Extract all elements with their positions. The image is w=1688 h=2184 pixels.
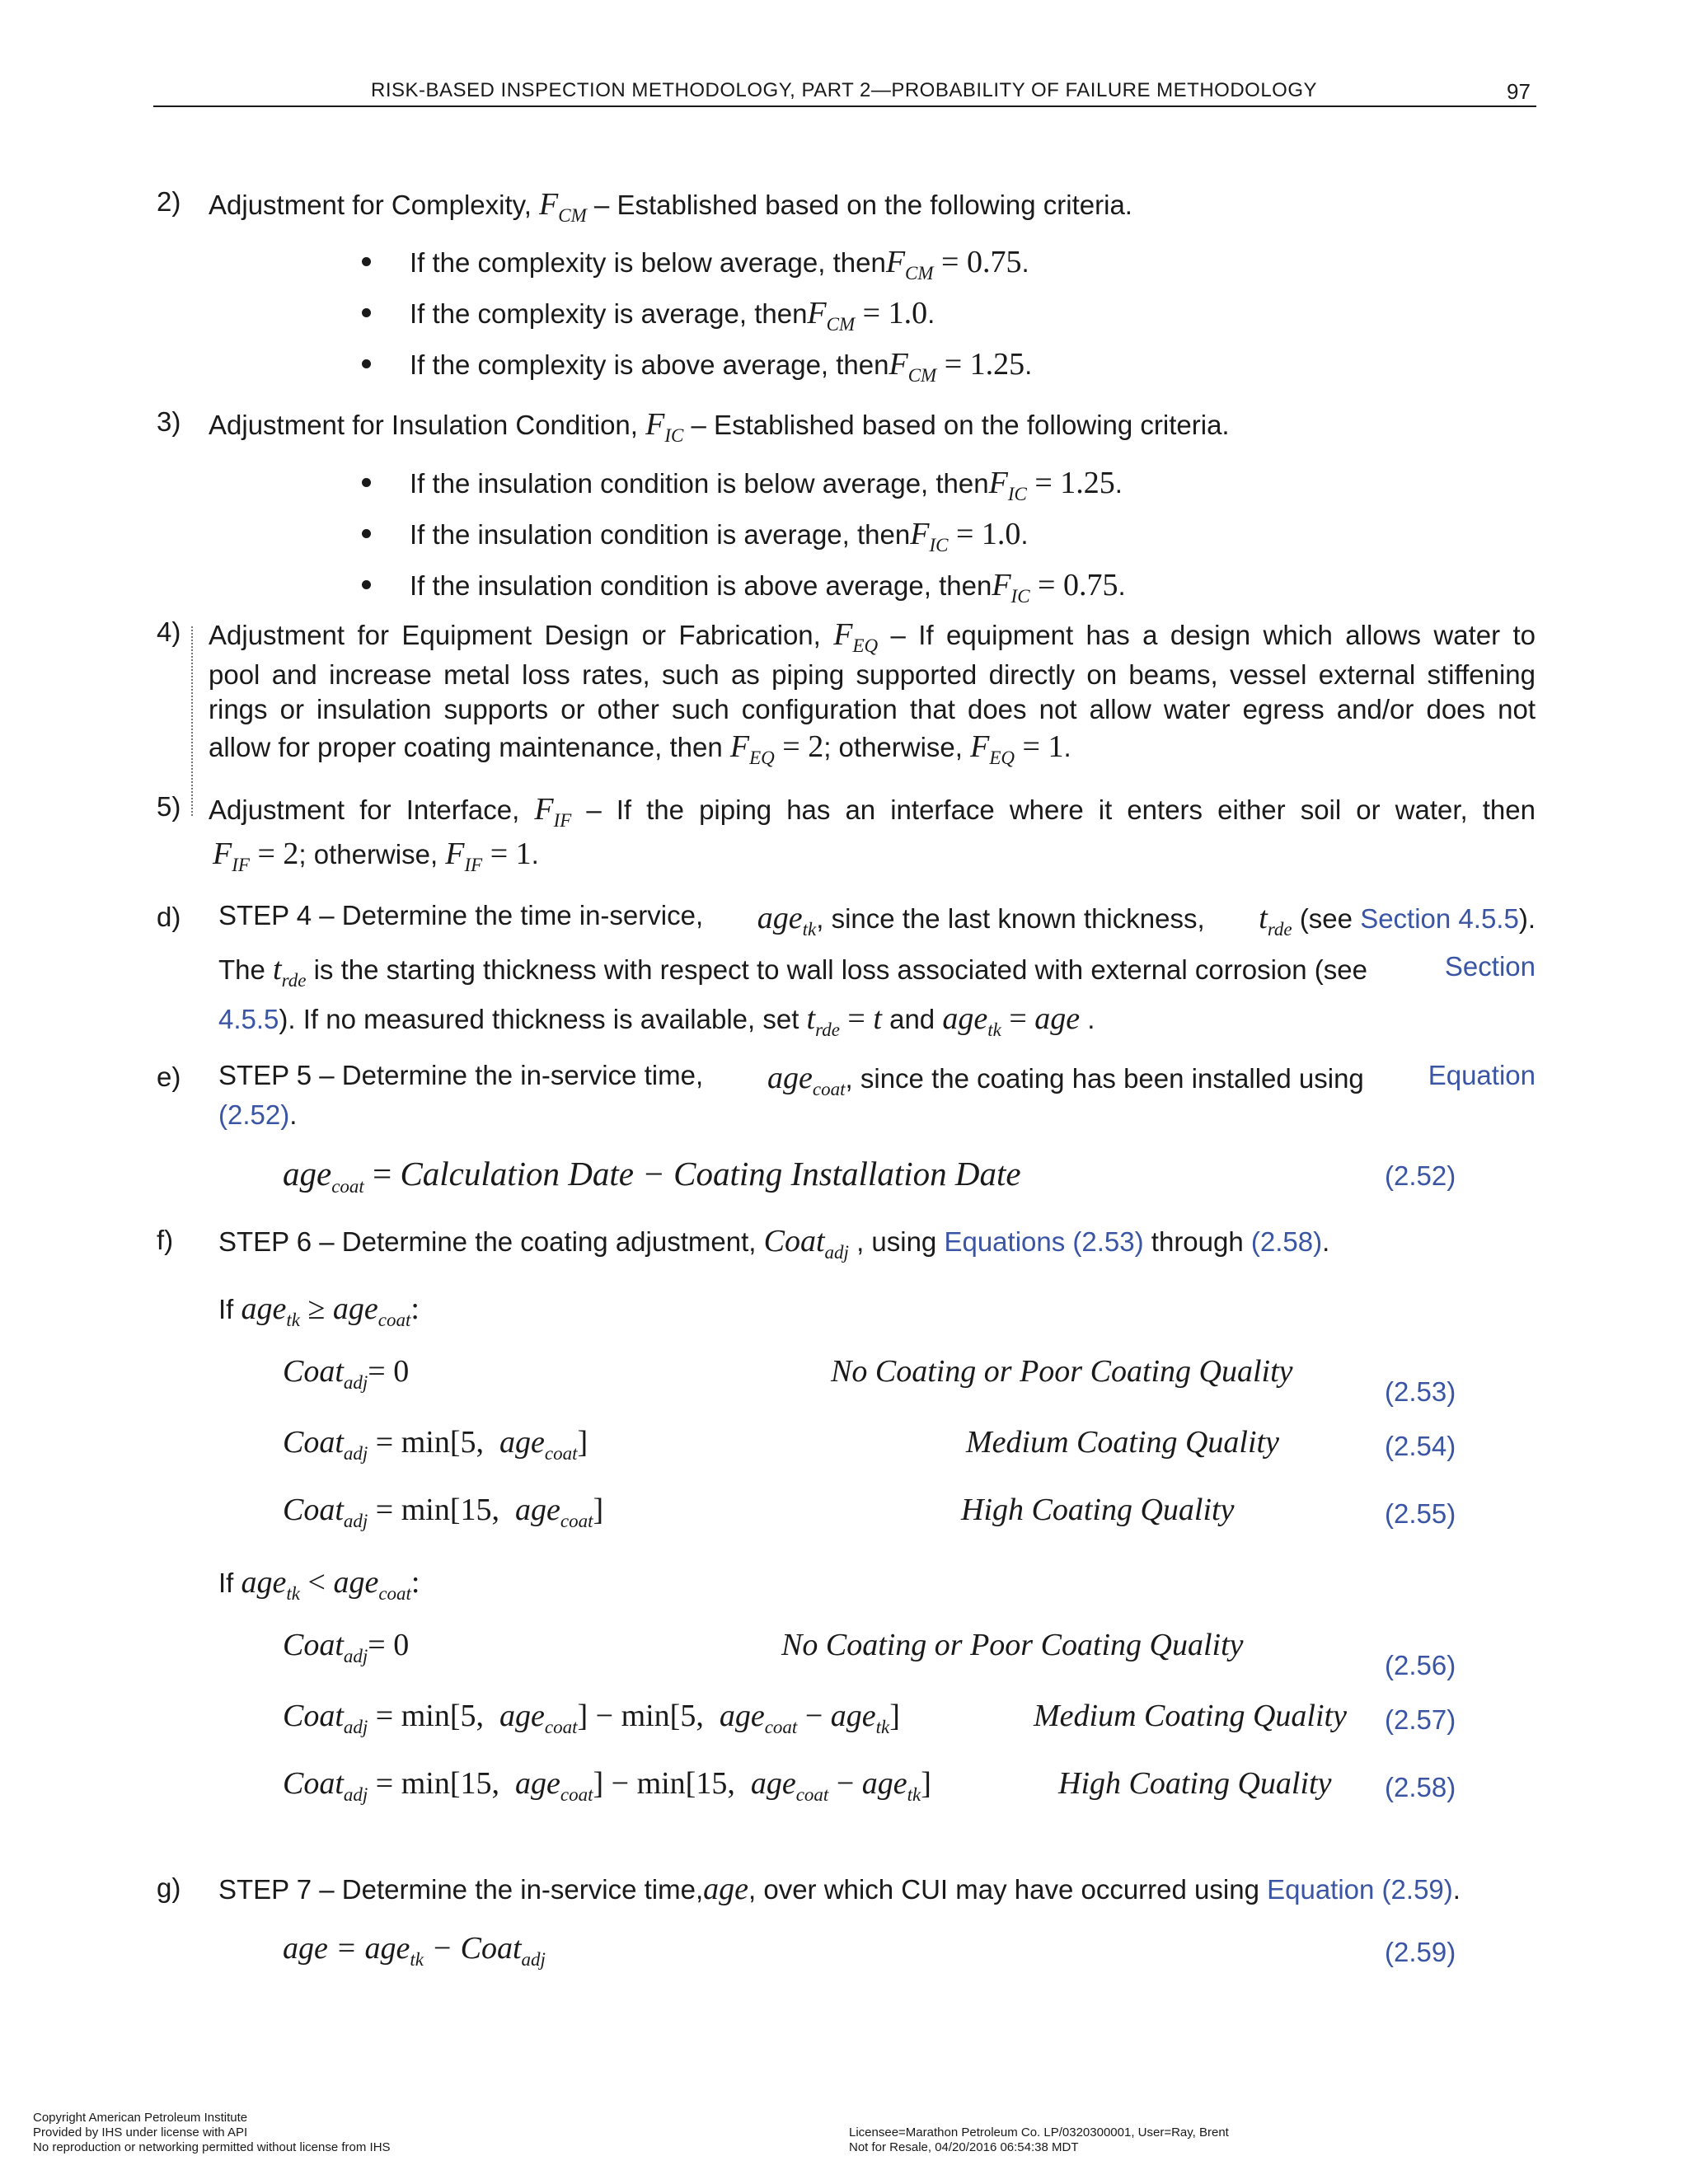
- item-4-line-2: pool and increase metal loss rates, such as piping supported directly on beams, vessel external stiffening: [209, 659, 1536, 690]
- section-link[interactable]: Section 4.5.5: [1360, 903, 1519, 934]
- equation-2-54: Coat$_{adj}$ = min[5, age$_{coat}$]: [283, 1425, 588, 1464]
- equation-number: (2.59): [1385, 1937, 1456, 1967]
- equation-2-54-label: Medium Coating Quality: [966, 1425, 1279, 1460]
- equation-number: (2.55): [1385, 1498, 1456, 1529]
- equation-2-57: Coat$_{adj}$ = min[5, age$_{coat}$] − min[5, age$_{coat}$ − age$_{tk}$]: [283, 1699, 900, 1737]
- revision-mark: [191, 626, 193, 816]
- item-5-line-1: Adjustment for Interface, $F_{IF}$ – If the piping has an interface where it enters either soil or water, then: [209, 792, 1536, 831]
- item-2-bullet-2: If the complexity is average, thenF$_{CM}$ = 1.0.: [410, 296, 935, 335]
- item-5-line-2: $F_{IF} = 2$; otherwise, $F_{IF} = 1$.: [213, 837, 539, 875]
- item-2-bullet-1: If the complexity is below average, thenF$_{CM}$ = 0.75.: [410, 245, 1029, 284]
- section-link-2[interactable]: Section: [1444, 951, 1536, 982]
- bullet: [362, 257, 371, 266]
- step-d-line-2: The $t_{rde}$ is the starting thickness with respect to wall loss associated with external corrosion (see Section: [218, 951, 1536, 991]
- step-e-line-2: (2.52).: [218, 1099, 298, 1130]
- equation-2-58-label: High Coating Quality: [1058, 1766, 1332, 1801]
- equation-2-55: Coat$_{adj}$ = min[15, age$_{coat}$]: [283, 1493, 604, 1531]
- equation-number: (2.54): [1385, 1431, 1456, 1461]
- item-2-rest: – Established based on the following criteria.: [593, 190, 1132, 220]
- item-2-text: Adjustment for Complexity,: [209, 190, 532, 220]
- item-3-bullet-2: If the insulation condition is average, thenF$_{IC}$ = 1.0.: [410, 517, 1029, 555]
- step-f-letter: f): [157, 1225, 174, 1255]
- equation-number: (2.57): [1385, 1704, 1456, 1735]
- equation-2-52: age$_{coat}$ = Calculation Date − Coating Installation Date: [283, 1155, 1021, 1197]
- condition-1: If age$_{tk}$ ≥ age$_{coat}$:: [218, 1291, 420, 1330]
- equation-2-53-label: No Coating or Poor Coating Quality: [831, 1354, 1293, 1389]
- item-2-number: 2): [157, 186, 181, 217]
- equations-link-b[interactable]: (2.58): [1250, 1226, 1323, 1257]
- equation-number: (2.53): [1385, 1376, 1456, 1407]
- step-g-letter: g): [157, 1872, 181, 1903]
- equation-link[interactable]: Equation: [1428, 1060, 1536, 1090]
- item-4-line-3: rings or insulation supports or other such configuration that does not allow water egress and/or does not: [209, 694, 1536, 724]
- bullet: [362, 359, 371, 368]
- condition-2: If age$_{tk}$ < age$_{coat}$:: [218, 1565, 420, 1604]
- step-d-line-1: STEP 4 – Determine the time in-service, age$_{tk}$, since the last known thickness, $t_{rde}$ (see Section 4.5.5).: [218, 900, 1536, 940]
- item-2-bullet-3: If the complexity is above average, thenF$_{CM}$ = 1.25.: [410, 347, 1033, 386]
- equation-2-55-label: High Coating Quality: [961, 1493, 1235, 1527]
- section-link-2b[interactable]: 4.5.5: [218, 1004, 279, 1034]
- item-4-line-1: Adjustment for Equipment Design or Fabrication, $F_{EQ}$ – If equipment has a design which allows water to: [209, 617, 1536, 656]
- item-3-bullet-1: If the insulation condition is below average, thenF$_{IC}$ = 1.25.: [410, 466, 1123, 504]
- item-2-heading: [209, 186, 1132, 227]
- equation-2-56-label: No Coating or Poor Coating Quality: [781, 1628, 1244, 1662]
- step-e-letter: e): [157, 1062, 181, 1092]
- bullet: [362, 478, 371, 487]
- step-e-line-1: STEP 5 – Determine the in-service time, age$_{coat}$, since the coating has been installed using Equation: [218, 1060, 1536, 1099]
- running-header: RISK-BASED INSPECTION METHODOLOGY, PART 2—PROBABILITY OF FAILURE METHODOLOGY: [370, 79, 1318, 101]
- bullet: [362, 529, 371, 538]
- bullet: [362, 580, 371, 589]
- equation-2-56: Coat$_{adj}$= 0: [283, 1628, 410, 1666]
- step-f-line-1: STEP 6 – Determine the coating adjustment, Coat$_{adj}$ , using Equations (2.53) through (2.58).: [218, 1224, 1330, 1263]
- equation-link-2[interactable]: (2.52): [218, 1099, 290, 1130]
- item-5-number: 5): [157, 791, 181, 822]
- item-4-line-4: allow for proper coating maintenance, then $F_{EQ} = 2$; otherwise, $F_{EQ} = 1$.: [209, 729, 1071, 768]
- footer-left: Copyright American Petroleum Institute Provided by IHS under license with API No reproduction or networking permitted without license from IHS: [33, 2111, 391, 2154]
- equation-number: (2.52): [1385, 1160, 1456, 1191]
- step-d-letter: d): [157, 902, 181, 932]
- step-d-line-3: 4.5.5). If no measured thickness is available, set $t_{rde} = t$ and age$_{tk}$ = age .: [218, 1001, 1095, 1040]
- bullet: [362, 308, 371, 317]
- item-2-symbol: $F_{CM}$: [539, 187, 587, 226]
- equation-2-58: Coat$_{adj}$ = min[15, age$_{coat}$] − min[15, age$_{coat}$ − age$_{tk}$]: [283, 1766, 931, 1805]
- header-rule: [153, 105, 1536, 107]
- equation-number: (2.58): [1385, 1772, 1456, 1802]
- equations-link-a[interactable]: Equations (2.53): [944, 1226, 1144, 1257]
- equation-2-53: Coat$_{adj}$= 0: [283, 1354, 410, 1393]
- equation-2-57-label: Medium Coating Quality: [1034, 1699, 1347, 1733]
- footer-right: Licensee=Marathon Petroleum Co. LP/0320300001, User=Ray, Brent Not for Resale, 04/20/2016 06:54:38 MDT: [849, 2125, 1229, 2154]
- item-3-number: 3): [157, 406, 181, 437]
- item-3-heading: Adjustment for Insulation Condition, $F_{IC}$ – Established based on the following criteria.: [209, 407, 1230, 446]
- step-g-line-1: STEP 7 – Determine the in-service time,age, over which CUI may have occurred using Equation (2.59).: [218, 1872, 1461, 1906]
- equation-number: (2.56): [1385, 1650, 1456, 1680]
- item-4-number: 4): [157, 616, 181, 647]
- equation-link-2-59[interactable]: Equation (2.59): [1267, 1874, 1453, 1905]
- item-3-bullet-3: If the insulation condition is above average, thenF$_{IC}$ = 0.75.: [410, 568, 1126, 607]
- page-number: 97: [1507, 79, 1531, 104]
- equation-2-59: age = age$_{tk}$ − Coat$_{adj}$: [283, 1931, 546, 1970]
